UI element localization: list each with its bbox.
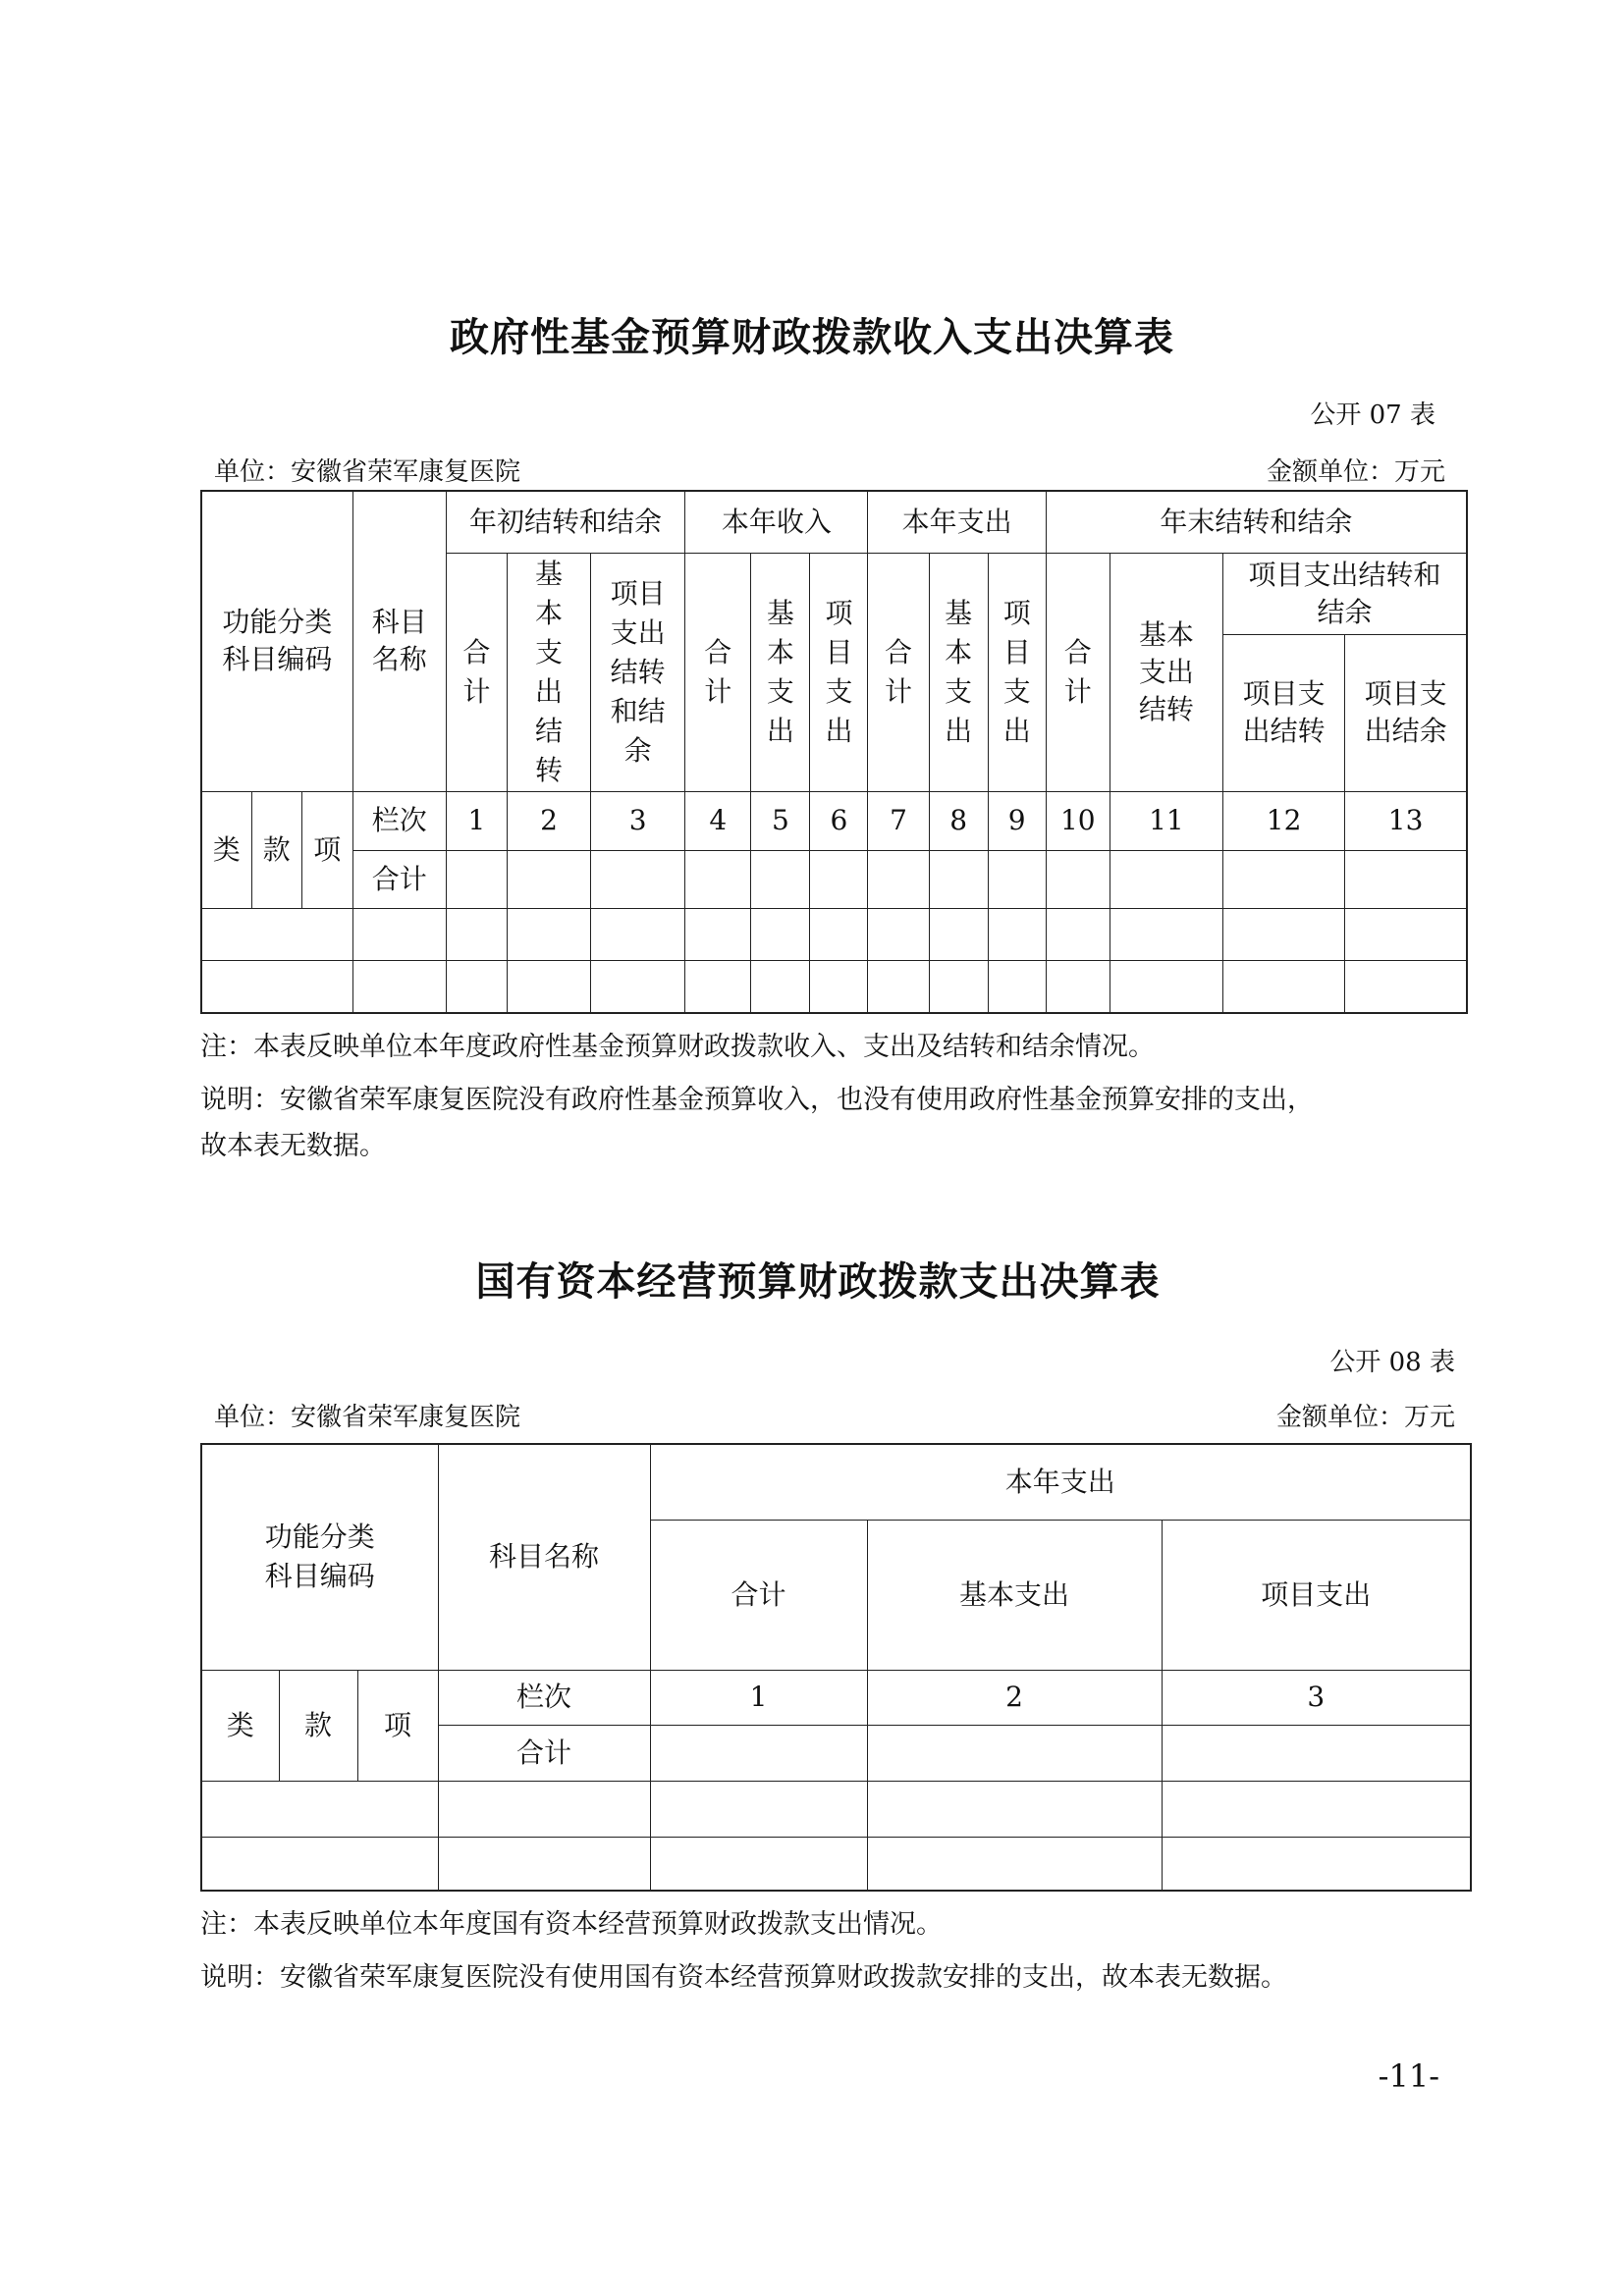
- table-cell: [929, 850, 988, 908]
- page-number: -11-: [1378, 2057, 1439, 2095]
- table-cell: [1223, 960, 1345, 1013]
- table-cell: [751, 960, 810, 1013]
- header-expense-group: 本年支出: [650, 1444, 1471, 1520]
- label-lanci: 栏次: [438, 1670, 650, 1725]
- table08-title: 国有资本经营预算财政拨款支出决算表: [475, 1259, 1161, 1305]
- table-cell: [1110, 960, 1222, 1013]
- table-cell: [352, 908, 446, 960]
- table-cell: [685, 850, 751, 908]
- table-cell: [650, 1725, 867, 1781]
- table08-note: 注：本表反映单位本年度国有资本经营预算财政拨款支出情况。: [200, 1909, 943, 1940]
- header-basic-expense: 基本支出: [867, 1520, 1162, 1670]
- header-project-carry: 项目支出结转: [1223, 634, 1345, 791]
- label-kuan: 款: [279, 1670, 357, 1781]
- table-cell: [201, 1837, 438, 1891]
- table-cell: [1046, 908, 1110, 960]
- header-end-basic-carry: 基本支出结转: [1110, 553, 1222, 791]
- header-project-expense: 项目支出: [1162, 1520, 1471, 1670]
- header-expense-project: 项目支出: [988, 553, 1046, 791]
- table-cell: [1046, 960, 1110, 1013]
- label-lei: 类: [201, 791, 251, 908]
- table08-explain: 说明：安徽省荣军康复医院没有使用国有资本经营预算财政拨款安排的支出，故本表无数据。: [200, 1962, 1287, 1993]
- header-expense-group: 本年支出: [868, 491, 1046, 553]
- header-income-project: 项目支出: [810, 553, 868, 791]
- table-cell: [201, 908, 352, 960]
- header-income-total: 合计: [685, 553, 751, 791]
- table-cell: [1223, 850, 1345, 908]
- table-cell: [438, 1837, 650, 1891]
- table-cell: [650, 1781, 867, 1837]
- table-cell: [201, 1781, 438, 1837]
- table-cell: [751, 908, 810, 960]
- table07-explain-line2: 故本表无数据。: [200, 1131, 386, 1161]
- table-cell: [507, 850, 590, 908]
- table-cell: [446, 850, 507, 908]
- table07: [200, 490, 1468, 1014]
- table-cell: [868, 908, 929, 960]
- col-number: 11: [1110, 791, 1222, 850]
- header-end-total: 合计: [1046, 553, 1110, 791]
- table-cell: [1110, 850, 1222, 908]
- col-number: 9: [988, 791, 1046, 850]
- label-xiang: 项: [357, 1670, 438, 1781]
- header-begin-total: 合计: [446, 553, 507, 791]
- header-subject-name: 科目名称: [438, 1444, 650, 1670]
- col-number: 13: [1345, 791, 1467, 850]
- table08-code: 公开 08 表: [1329, 1348, 1455, 1377]
- table-row: [201, 1837, 1471, 1891]
- col-number: 2: [867, 1670, 1162, 1725]
- table-cell: [867, 1837, 1162, 1891]
- table-row: [201, 908, 1467, 960]
- col-number: 4: [685, 791, 751, 850]
- header-begin-basic-carry: 基本支出结转: [507, 553, 590, 791]
- table-cell: [507, 960, 590, 1013]
- col-number: 12: [1223, 791, 1345, 850]
- header-func-code: 功能分类科目编码: [201, 491, 352, 791]
- table-cell: [988, 850, 1046, 908]
- table-cell: [507, 908, 590, 960]
- table07-title: 政府性基金预算财政拨款收入支出决算表: [450, 315, 1174, 360]
- col-number: 2: [507, 791, 590, 850]
- table07-amount-unit: 金额单位：万元: [1266, 457, 1445, 487]
- table07-code: 公开 07 表: [1310, 400, 1435, 430]
- table08-amount-unit: 金额单位：万元: [1275, 1403, 1455, 1432]
- header-end-group: 年末结转和结余: [1046, 491, 1467, 553]
- col-number: 5: [751, 791, 810, 850]
- table-cell: [1345, 960, 1467, 1013]
- table-cell: [867, 1781, 1162, 1837]
- table-cell: [1162, 1781, 1471, 1837]
- header-project-surplus: 项目支出结余: [1345, 634, 1467, 791]
- col-number: 6: [810, 791, 868, 850]
- table-cell: [867, 1725, 1162, 1781]
- col-number: 10: [1046, 791, 1110, 850]
- table-cell: [868, 960, 929, 1013]
- table-cell: [1110, 908, 1222, 960]
- table-row: [201, 960, 1467, 1013]
- col-number: 3: [1162, 1670, 1471, 1725]
- table-cell: [1162, 1837, 1471, 1891]
- table-cell: [929, 908, 988, 960]
- table-cell: [868, 850, 929, 908]
- header-income-group: 本年收入: [685, 491, 868, 553]
- header-subject-name: 科目名称: [352, 491, 446, 791]
- table-cell: [988, 908, 1046, 960]
- label-xiang: 项: [301, 791, 352, 908]
- label-heji: 合计: [438, 1725, 650, 1781]
- label-kuan: 款: [251, 791, 301, 908]
- table-cell: [1223, 908, 1345, 960]
- col-number: 3: [591, 791, 685, 850]
- table-row: [201, 1781, 1471, 1837]
- table-cell: [591, 960, 685, 1013]
- table-cell: [1345, 850, 1467, 908]
- table-cell: [810, 850, 868, 908]
- table07-note: 注：本表反映单位本年度政府性基金预算财政拨款收入、支出及结转和结余情况。: [200, 1032, 1155, 1062]
- table-cell: [929, 960, 988, 1013]
- col-number: 1: [446, 791, 507, 850]
- label-lanci: 栏次: [352, 791, 446, 850]
- table-cell: [446, 908, 507, 960]
- table-cell: [1162, 1725, 1471, 1781]
- col-number: 1: [650, 1670, 867, 1725]
- table-cell: [201, 960, 352, 1013]
- table-cell: [438, 1781, 650, 1837]
- header-expense-total: 合计: [868, 553, 929, 791]
- col-number: 8: [929, 791, 988, 850]
- col-number: 7: [868, 791, 929, 850]
- table-cell: [685, 960, 751, 1013]
- table-cell: [988, 960, 1046, 1013]
- table-cell: [352, 960, 446, 1013]
- table08: [200, 1443, 1472, 1892]
- header-func-code: 功能分类科目编码: [201, 1444, 438, 1670]
- table-cell: [810, 908, 868, 960]
- table07-unit: 单位：安徽省荣军康复医院: [214, 457, 521, 487]
- label-lei: 类: [201, 1670, 279, 1781]
- table-cell: [685, 908, 751, 960]
- table-cell: [1345, 908, 1467, 960]
- table-cell: [810, 960, 868, 1013]
- table-cell: [751, 850, 810, 908]
- table08-unit: 单位：安徽省荣军康复医院: [214, 1403, 521, 1432]
- table07-explain-line1: 说明：安徽省荣军康复医院没有政府性基金预算收入，也没有使用政府性基金预算安排的支出，: [200, 1085, 1314, 1115]
- table-cell: [446, 960, 507, 1013]
- table-row-total: [201, 850, 1467, 908]
- table-cell: [650, 1837, 867, 1891]
- header-begin-group: 年初结转和结余: [446, 491, 684, 553]
- table-cell: [591, 850, 685, 908]
- table-cell: [1046, 850, 1110, 908]
- header-begin-project-carry-surplus: 项目支出结转和结余: [591, 553, 685, 791]
- table-cell: [591, 908, 685, 960]
- header-total: 合计: [650, 1520, 867, 1670]
- header-income-basic: 基本支出: [751, 553, 810, 791]
- header-end-project-group: 项目支出结转和结余: [1223, 553, 1468, 634]
- header-expense-basic: 基本支出: [929, 553, 988, 791]
- label-heji: 合计: [352, 850, 446, 908]
